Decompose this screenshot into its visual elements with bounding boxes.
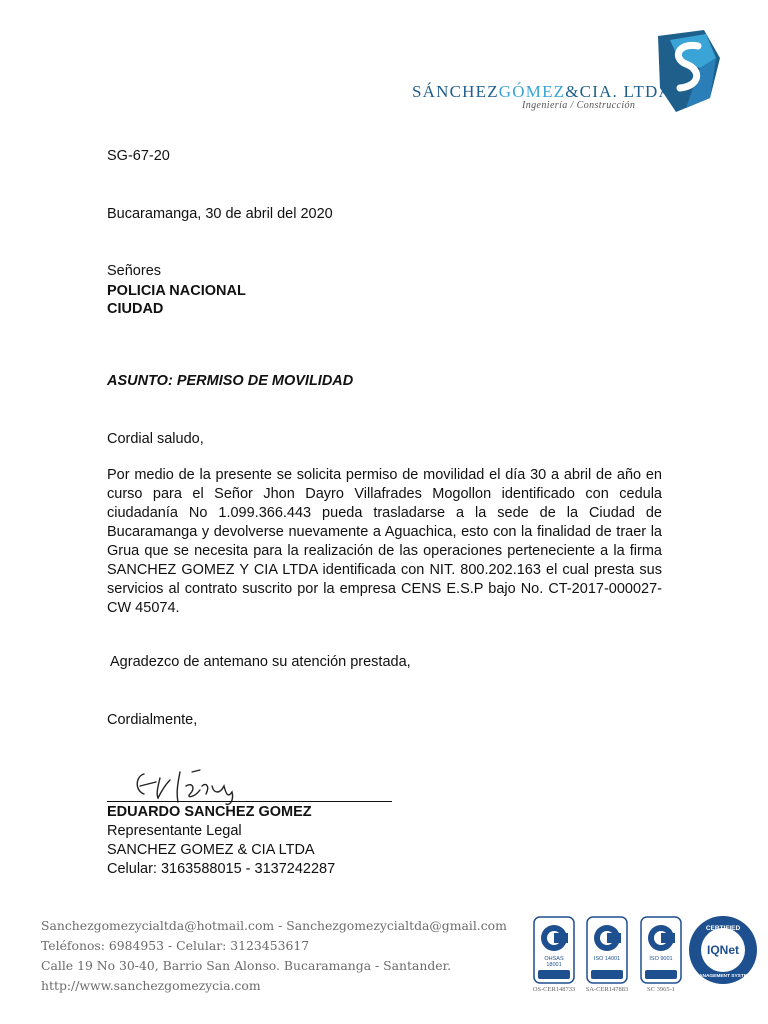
thanks-line: Agradezco de antemano su atención prestada, bbox=[110, 654, 411, 670]
cert-label: ISO 14001 bbox=[593, 956, 621, 962]
cert-code: SA-CER147883 bbox=[585, 986, 629, 993]
subject-line: ASUNTO: PERMISO DE MOVILIDAD bbox=[107, 373, 354, 389]
iqnet-seal-icon bbox=[687, 914, 759, 986]
signer-phone: Celular: 3163588015 - 3137242287 bbox=[107, 861, 336, 877]
cert-code: SC 3965-1 bbox=[647, 986, 675, 993]
signature-line bbox=[107, 801, 392, 802]
signer-name: EDUARDO SANCHEZ GOMEZ bbox=[107, 804, 312, 820]
iqnet-center-text: IQNet bbox=[706, 943, 740, 957]
cert-badge-iso14001 bbox=[585, 916, 629, 993]
closing-line: Cordialmente, bbox=[107, 712, 198, 728]
company-name: SÁNCHEZGÓMEZ&CIA. LTDA. bbox=[412, 82, 678, 101]
cert-label: OHSAS 18001 bbox=[544, 956, 564, 968]
iqnet-bottom-text: MANAGEMENT SYSTEM bbox=[695, 974, 751, 979]
recipient-city: CIUDAD bbox=[107, 301, 164, 317]
footer-website: http://www.sanchezgomezycia.com bbox=[41, 978, 261, 993]
signer-company: SANCHEZ GOMEZ & CIA LTDA bbox=[107, 842, 315, 858]
letter-reference: SG-67-20 bbox=[107, 148, 170, 164]
iqnet-top-text: CERTIFIED bbox=[705, 925, 741, 932]
greeting: Cordial saludo, bbox=[107, 431, 204, 447]
cert-badge-iso9001 bbox=[640, 916, 682, 993]
salutation-title: Señores bbox=[107, 263, 162, 279]
body-paragraph: Por medio de la presente se solicita permiso de movilidad el día 30 a abril de año en curso para el Señor Jhon Dayro Villafrades Mogollon identificado con cedula ciudadanía No 1.099.366.443 pueda trasladarse a la sede de la Ciudad de Bucaramanga y devolverse nuevamente a Aguachica, esto con la finalidad de traer la Grua que se necesita para la realización de las operaciones perteneciente a la firma SANCHEZ GOMEZ Y CIA LTDA identificada con NIT. 800.202.163 el cual presta sus servicios al contrato suscrito por la empresa CENS E.S.P bajo No. CT-2017-000027-CW 45074. bbox=[107, 467, 662, 616]
cert-label: ISO 9001 bbox=[649, 956, 673, 962]
footer-address: Calle 19 No 30-40, Barrio San Alonso. Bucaramanga - Santander. bbox=[41, 958, 452, 973]
footer-emails: Sanchezgomezycialtda@hotmail.com - Sanchezgomezycialtda@gmail.com bbox=[41, 918, 507, 933]
cert-badge-ohsas bbox=[532, 916, 576, 993]
cert-code: OS-CER148733 bbox=[532, 986, 576, 993]
signer-role: Representante Legal bbox=[107, 823, 242, 839]
date-line: Bucaramanga, 30 de abril del 2020 bbox=[107, 206, 333, 222]
company-tagline: Ingeniería / Construcción bbox=[522, 100, 636, 111]
footer-phones: Teléfonos: 6984953 - Celular: 3123453617 bbox=[41, 938, 310, 953]
recipient-name: POLICIA NACIONAL bbox=[107, 283, 246, 299]
